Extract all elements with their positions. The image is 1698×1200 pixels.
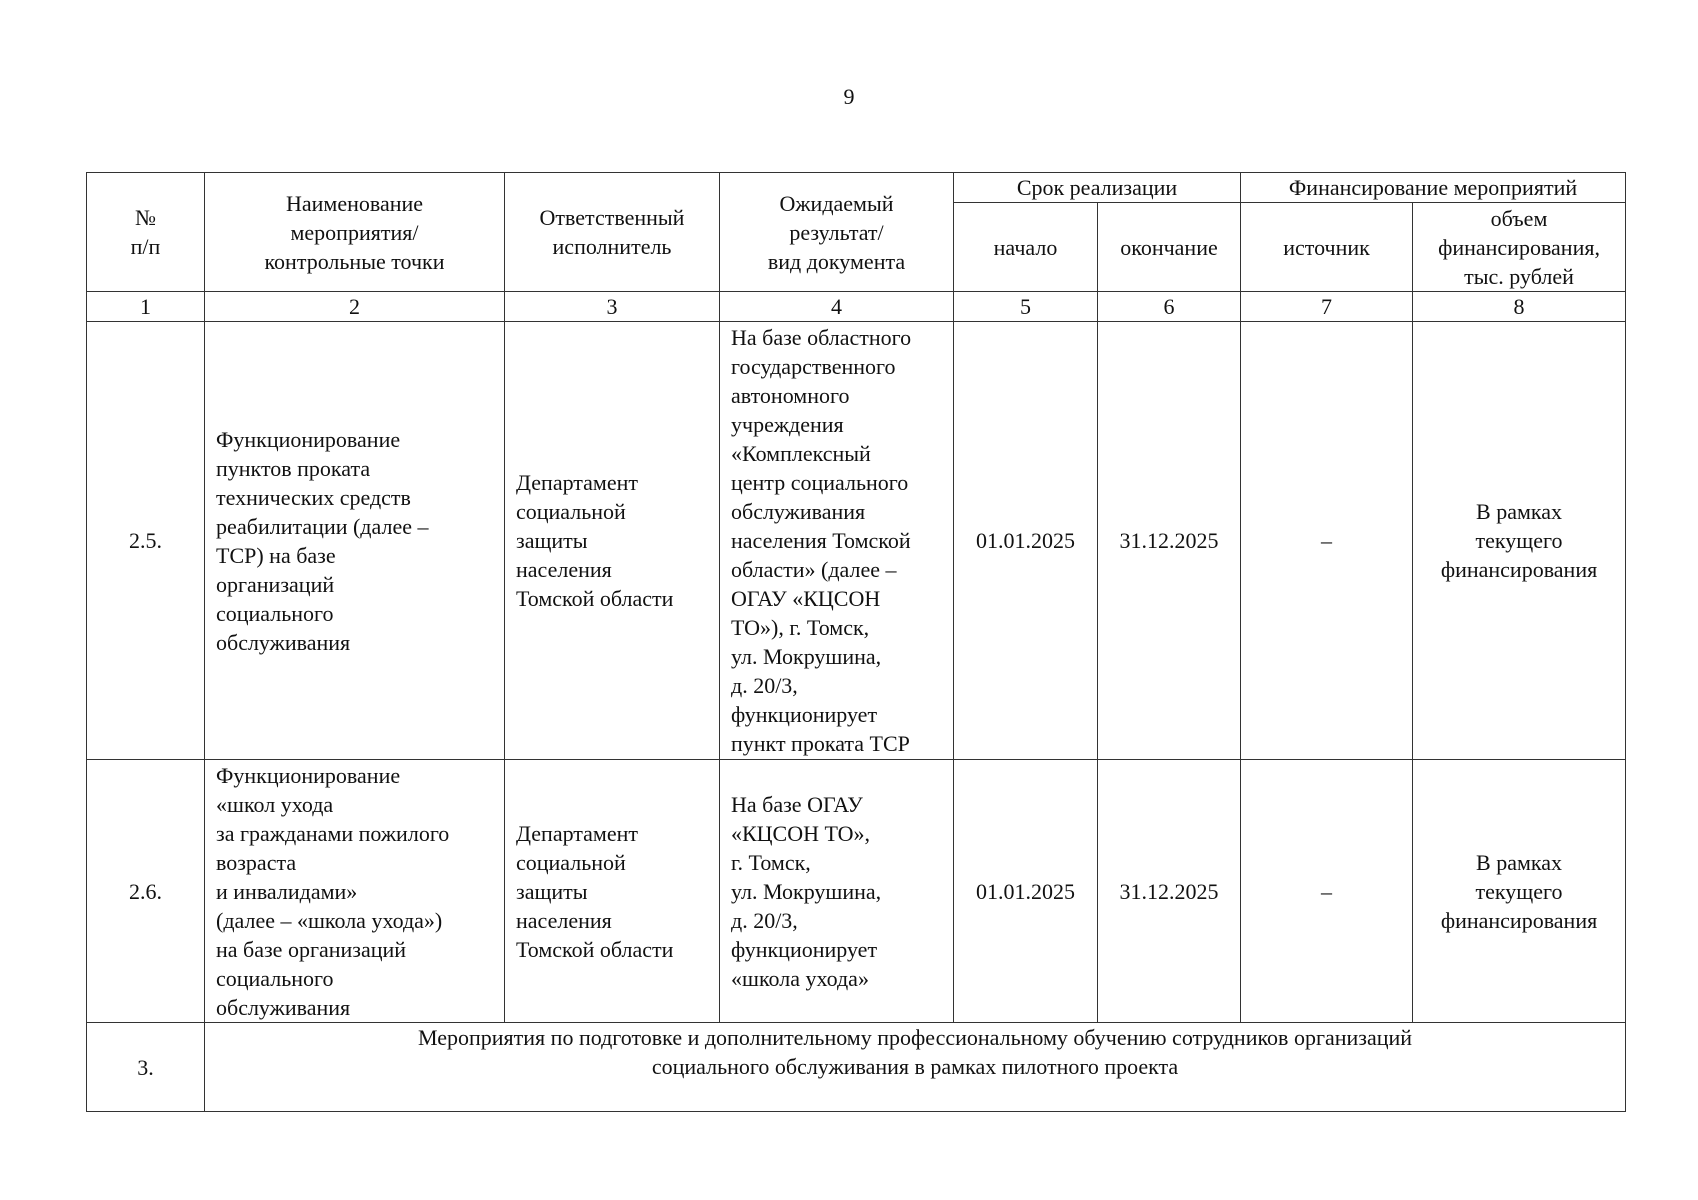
header-term-group: Срок реализации: [954, 173, 1241, 203]
header-source: источник: [1241, 203, 1413, 292]
row-responsible: Департамент социальной защиты населения Томской области: [505, 322, 720, 760]
table-row: [87, 760, 1626, 1023]
section-num: 3.: [87, 1023, 205, 1112]
header-name: Наименование мероприятия/ контрольные точки: [205, 173, 505, 292]
header-finance-group: Финансирование мероприятий: [1241, 173, 1626, 203]
table-row: [87, 322, 1626, 760]
section-row: [87, 1023, 1626, 1112]
column-number: 6: [1098, 292, 1241, 322]
column-number: 8: [1413, 292, 1626, 322]
row-start: 01.01.2025: [954, 322, 1098, 760]
header-responsible: Ответственный исполнитель: [505, 173, 720, 292]
table-header: [87, 173, 1626, 322]
row-result: На базе областного государственного автономного учреждения «Комплексный центр социального обслуживания населения Томской области» (далее – ОГАУ «КЦСОН ТО»), г. Томск, ул. Мокрушина, д. 20/3, функционирует пункт проката ТСР: [720, 322, 954, 760]
column-number: 7: [1241, 292, 1413, 322]
activities-table: [86, 172, 1626, 1112]
row-source: –: [1241, 760, 1413, 1023]
column-number: 2: [205, 292, 505, 322]
header-start: начало: [954, 203, 1098, 292]
row-num: 2.6.: [87, 760, 205, 1023]
column-number: 5: [954, 292, 1098, 322]
row-source: –: [1241, 322, 1413, 760]
page-number: 9: [843, 84, 855, 109]
row-end: 31.12.2025: [1098, 760, 1241, 1023]
row-volume: В рамках текущего финансирования: [1413, 760, 1626, 1023]
header-num: № п/п: [87, 173, 205, 292]
row-responsible: Департамент социальной защиты населения Томской области: [505, 760, 720, 1023]
row-start: 01.01.2025: [954, 760, 1098, 1023]
column-number: 3: [505, 292, 720, 322]
row-num: 2.5.: [87, 322, 205, 760]
row-result: На базе ОГАУ «КЦСОН ТО», г. Томск, ул. Мокрушина, д. 20/3, функционирует «школа ухода»: [720, 760, 954, 1023]
header-end: окончание: [1098, 203, 1241, 292]
table-body: [87, 322, 1626, 1112]
header-result: Ожидаемый результат/ вид документа: [720, 173, 954, 292]
column-number-row: [87, 292, 1626, 322]
column-number: 4: [720, 292, 954, 322]
row-name: Функционирование пунктов проката технических средств реабилитации (далее – ТСР) на базе организаций социального обслуживания: [205, 322, 505, 760]
row-end: 31.12.2025: [1098, 322, 1241, 760]
row-volume: В рамках текущего финансирования: [1413, 322, 1626, 760]
column-number: 1: [87, 292, 205, 322]
header-row-group: [87, 173, 1626, 203]
header-volume: объем финансирования, тыс. рублей: [1413, 203, 1626, 292]
section-title: Мероприятия по подготовке и дополнительному профессиональному обучению сотрудников организаций социального обслуживания в рамках пилотного проекта: [205, 1023, 1626, 1112]
row-name: Функционирование «школ ухода за гражданами пожилого возраста и инвалидами» (далее – «школа ухода») на базе организаций социального обслуживания: [205, 760, 505, 1023]
